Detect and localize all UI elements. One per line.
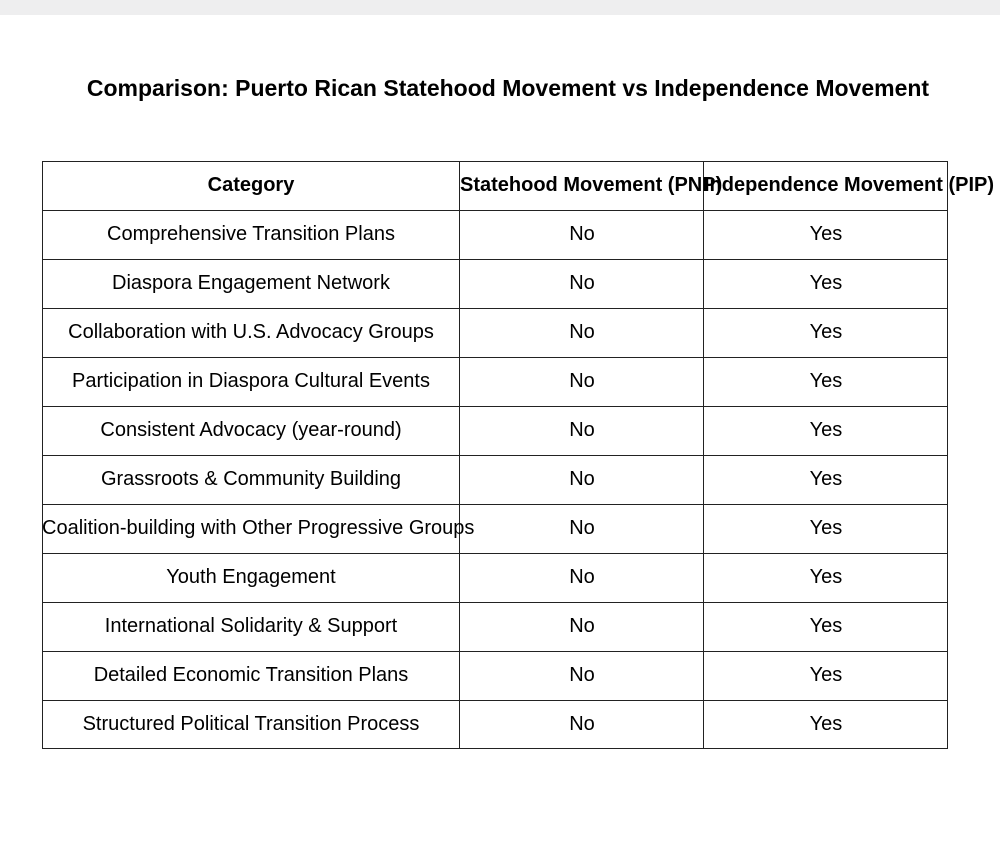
row-independence-value: Yes [809, 272, 843, 294]
row-independence-value: Yes [809, 223, 843, 245]
row-divider [42, 553, 948, 554]
row-independence-value: Yes [809, 615, 843, 637]
row-independence-value: Yes [809, 713, 843, 735]
row-statehood-value: No [569, 517, 595, 539]
row-independence-value: Yes [809, 468, 843, 490]
row-independence-value: Yes [809, 419, 843, 441]
row-statehood-value: No [569, 272, 595, 294]
row-independence-value: Yes [809, 566, 843, 588]
row-divider [42, 406, 948, 407]
row-divider [42, 357, 948, 358]
row-category: Participation in Diaspora Cultural Events [72, 370, 430, 392]
row-category: Coalition-building with Other Progressive Groups [42, 517, 475, 539]
row-category: Collaboration with U.S. Advocacy Groups [68, 321, 434, 343]
header-cell-statehood: Statehood Movement (PNP) [460, 174, 723, 196]
row-statehood-value: No [569, 468, 595, 490]
header-cell-category: Category [207, 174, 295, 196]
row-divider [42, 700, 948, 701]
row-divider [42, 651, 948, 652]
row-divider [42, 504, 948, 505]
row-divider [42, 308, 948, 309]
row-independence-value: Yes [809, 370, 843, 392]
row-category: Detailed Economic Transition Plans [93, 664, 409, 686]
top-bar [0, 0, 1000, 15]
row-divider [42, 602, 948, 603]
row-category: Grassroots & Community Building [100, 468, 402, 490]
row-category: Consistent Advocacy (year-round) [100, 419, 402, 441]
row-divider [42, 455, 948, 456]
row-statehood-value: No [569, 566, 595, 588]
row-statehood-value: No [569, 664, 595, 686]
header-cell-independence: Independence Movement (PIP) [704, 174, 995, 196]
row-category: Diaspora Engagement Network [112, 272, 390, 294]
table-border-top [42, 161, 948, 162]
row-statehood-value: No [569, 321, 595, 343]
row-category: International Solidarity & Support [104, 615, 398, 637]
row-independence-value: Yes [809, 517, 843, 539]
row-category: Comprehensive Transition Plans [107, 223, 395, 245]
row-divider [42, 259, 948, 260]
row-category: Structured Political Transition Process [82, 713, 420, 735]
row-independence-value: Yes [809, 321, 843, 343]
comparison-table [42, 161, 995, 749]
row-independence-value: Yes [809, 664, 843, 686]
row-statehood-value: No [569, 615, 595, 637]
row-statehood-value: No [569, 370, 595, 392]
row-divider [42, 210, 948, 211]
row-statehood-value: No [569, 419, 595, 441]
row-statehood-value: No [569, 223, 595, 245]
table-border-bottom [42, 748, 948, 749]
page-title: Comparison: Puerto Rican Statehood Movement vs Independence Movement [86, 75, 930, 101]
row-statehood-value: No [569, 713, 595, 735]
row-category: Youth Engagement [166, 566, 336, 588]
